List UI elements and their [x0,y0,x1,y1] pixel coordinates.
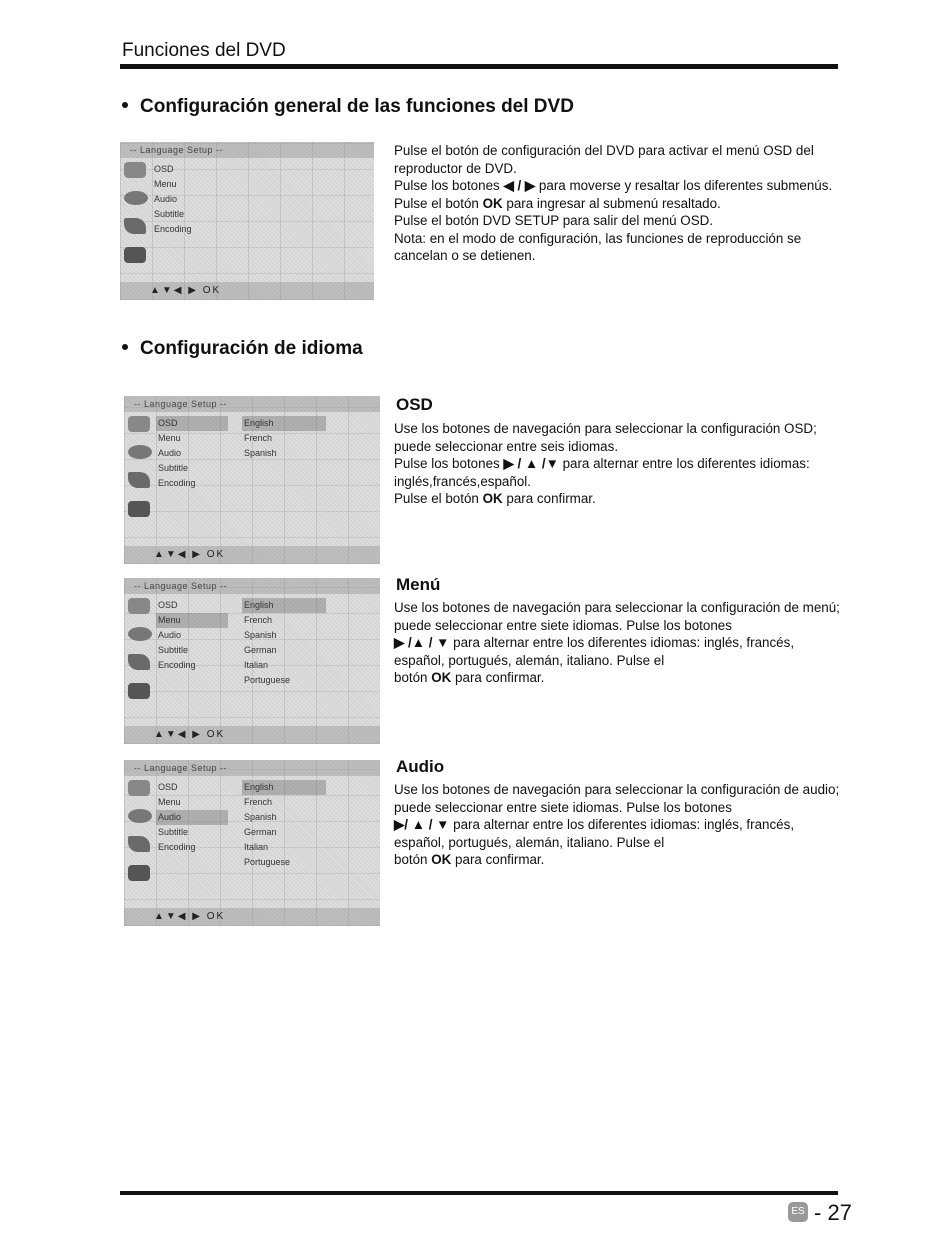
instruction-line: Use los botones de navegación para seleccionar la configuración de audio; puede seleccionar entre siete idiomas. Pulse los botones [394,782,840,815]
menu-item: Menu [158,797,181,807]
instruction-line: Pulse los botones ▶ / ▲ /▼ para alternar entre los diferentes idiomas: inglés,francés,español. [394,456,810,489]
osd-instructions [394,420,840,508]
menu-item: Encoding [158,842,196,852]
option-item-selected: English [242,416,326,431]
screen-nav-label: ▲▼◀ ▶ OK [154,549,226,560]
option-item: Italian [244,842,269,852]
instruction-line: ▶/ ▲ / ▼ para alternar entre los diferentes idiomas: inglés, francés, español, portugués, alemán, italiano. Pulse el [394,817,795,850]
instruction-line: botón OK para confirmar. [394,670,545,685]
tv-icon [128,598,150,614]
block-title-audio: Audio [396,757,445,776]
instruction-line: Pulse el botón OK para confirmar. [394,491,596,506]
footer-rule [120,1191,838,1195]
speaker-icon [124,218,146,234]
option-item: French [244,797,273,807]
menu-item: OSD [154,164,174,174]
menu-item: Encoding [158,660,196,670]
tv-icon [128,416,150,432]
block-title-osd: OSD [396,395,433,414]
disc-icon [128,445,152,459]
page-header-title: Funciones del DVD [122,40,286,61]
settings-icon [128,683,150,699]
menu-item-selected: Audio [156,810,228,825]
menu-item: Menu [158,433,181,443]
speaker-icon [128,836,150,852]
speaker-icon [128,472,150,488]
disc-icon [124,191,148,205]
osd-screenshot-menu [124,578,380,744]
instruction-line: botón OK para confirmar. [394,852,545,867]
option-item-selected: English [242,780,326,795]
menu-instructions [394,599,840,687]
section-title-general [122,96,574,118]
settings-icon [128,865,150,881]
disc-icon [128,627,152,641]
bullet-icon [122,102,128,108]
menu-item: Subtitle [158,827,189,837]
page-number [788,1200,852,1226]
option-item-selected: English [242,598,326,613]
section-title-language [122,338,363,360]
screen-menu [156,598,228,673]
settings-icon [124,247,146,263]
menu-item: Encoding [158,478,196,488]
osd-screenshot-osd [124,396,380,564]
option-item: Portuguese [244,675,291,685]
option-item: German [244,827,277,837]
menu-item: Audio [154,194,178,204]
screen-icons [128,780,154,894]
option-item: Spanish [244,630,277,640]
screen-top-label: -- Language Setup -- [134,399,228,409]
screen-icons [124,162,150,276]
screen-menu [156,780,228,855]
screen-nav-label: ▲▼◀ ▶ OK [154,729,226,740]
section-title-text: Configuración general de las funciones del DVD [140,96,574,117]
menu-item: Subtitle [158,463,189,473]
menu-item: Audio [158,630,182,640]
instruction-line: ▶ /▲ / ▼ para alternar entre los diferentes idiomas: inglés, francés, español, portugués, alemán, italiano. Pulse el [394,635,795,668]
instruction-line: Use los botones de navegación para seleccionar la configuración OSD; puede seleccionar entre seis idiomas. [394,421,817,454]
screen-icons [128,416,154,530]
menu-item-selected: OSD [156,416,228,431]
menu-item: OSD [158,600,178,610]
instruction-line: Pulse el botón de configuración del DVD para activar el menú OSD del reproductor de DVD. [394,143,814,176]
instruction-line: Use los botones de navegación para seleccionar la configuración de menú; puede seleccionar entre siete idiomas. Pulse los botones [394,600,840,633]
option-item: Spanish [244,812,277,822]
menu-item: Audio [158,448,182,458]
page-number-text: - 27 [814,1200,852,1225]
audio-instructions [394,781,840,869]
screen-nav-label: ▲▼◀ ▶ OK [150,285,222,296]
instruction-line: Pulse los botones ◀ / ▶ para moverse y resaltar los diferentes submenús. [394,178,833,193]
screen-top-label: -- Language Setup -- [130,145,224,155]
screen-options [242,416,326,461]
menu-item: Subtitle [154,209,185,219]
disc-icon [128,809,152,823]
menu-item-selected: Menu [156,613,228,628]
screen-menu [152,162,224,237]
settings-icon [128,501,150,517]
screen-nav-label: ▲▼◀ ▶ OK [154,911,226,922]
osd-screenshot-audio [124,760,380,926]
option-item: French [244,615,273,625]
menu-item: OSD [158,782,178,792]
menu-item: Subtitle [158,645,189,655]
speaker-icon [128,654,150,670]
screen-options [242,780,326,870]
instruction-line: Pulse el botón OK para ingresar al submenú resaltado. [394,195,721,211]
tv-icon [128,780,150,796]
option-item: German [244,645,277,655]
language-badge-icon: ES [788,1202,808,1222]
screen-menu [156,416,228,491]
instruction-line: Nota: en el modo de configuración, las funciones de reproducción se cancelan o se detienen. [394,230,802,263]
block-title-menu: Menú [396,575,441,594]
option-item: Spanish [244,448,277,458]
header-rule [120,64,838,69]
option-item: Italian [244,660,269,670]
general-instructions [394,142,840,265]
bullet-icon [122,344,128,350]
screen-top-label: -- Language Setup -- [134,763,228,773]
osd-screenshot-general [120,142,374,300]
menu-item: Menu [154,179,177,189]
screen-top-label: -- Language Setup -- [134,581,228,591]
instruction-line: Pulse el botón DVD SETUP para salir del menú OSD. [394,213,714,228]
screen-icons [128,598,154,712]
section-title-text: Configuración de idioma [140,338,363,359]
option-item: French [244,433,273,443]
screen-options [242,598,326,688]
option-item: Portuguese [244,857,291,867]
menu-item: Encoding [154,224,192,234]
tv-icon [124,162,146,178]
